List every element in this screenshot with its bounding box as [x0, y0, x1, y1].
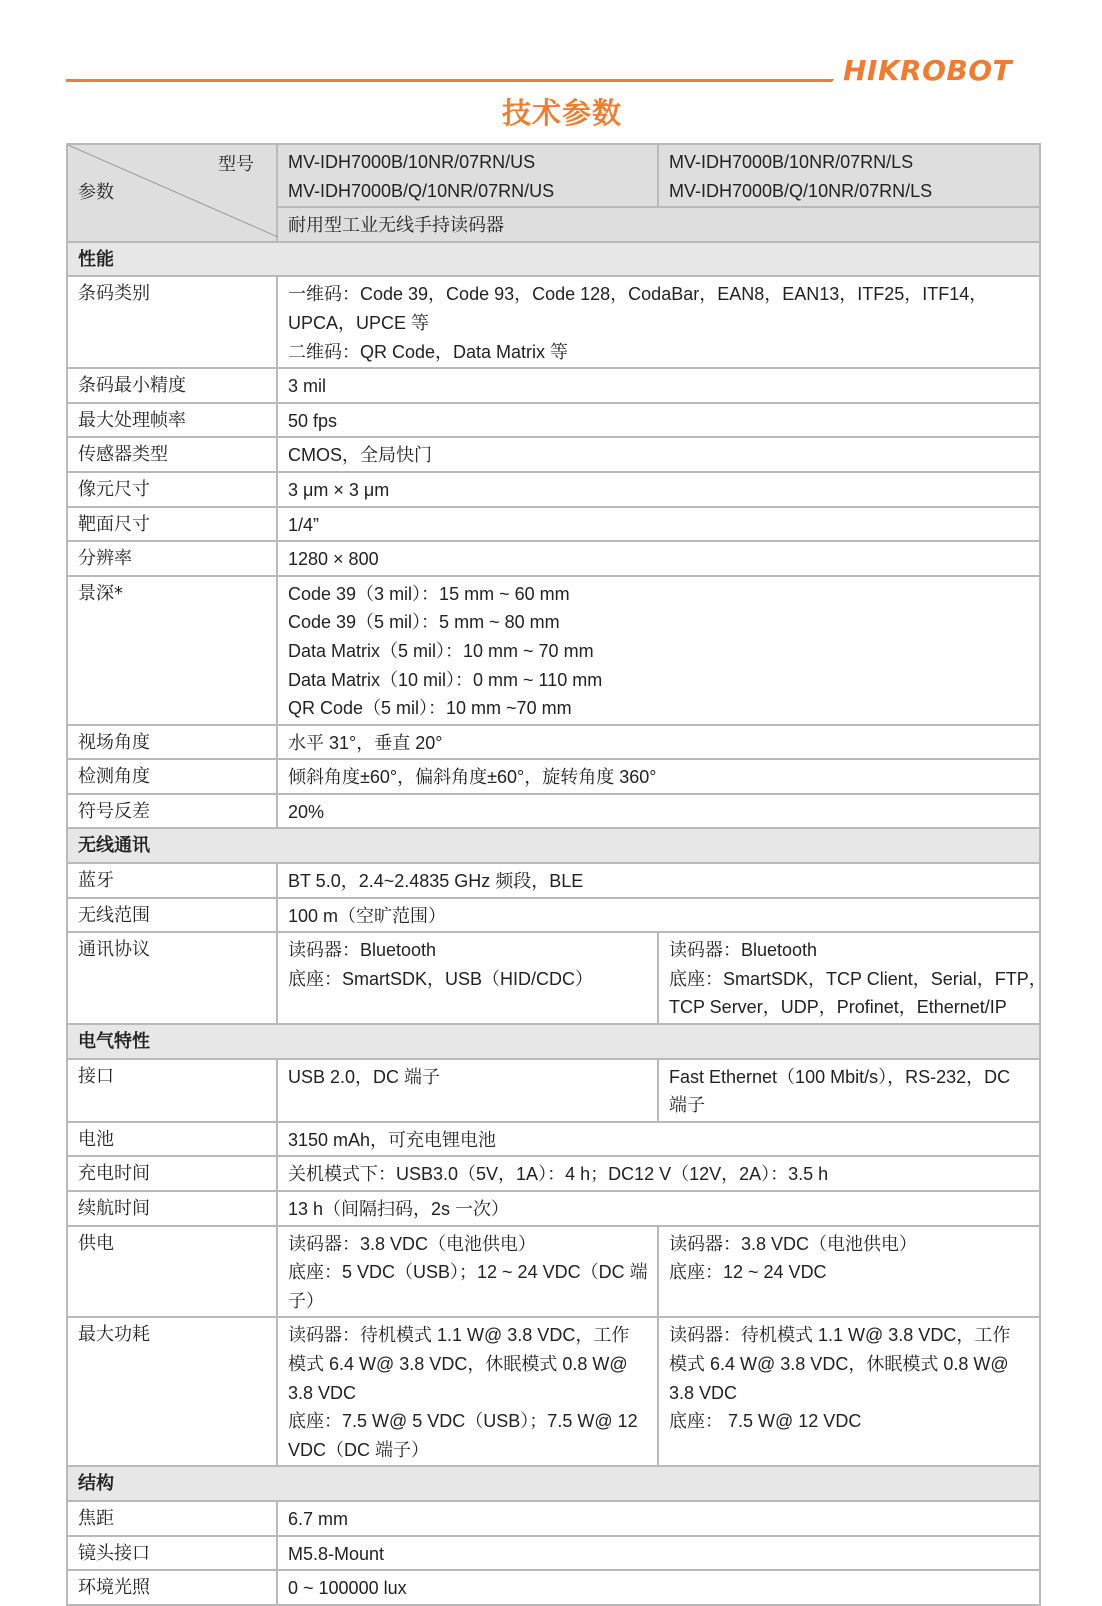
table-row	[67, 403, 1040, 438]
model-b-name-1: MV-IDH7000B/10NR/07RN/LS	[669, 152, 914, 172]
table-row	[67, 1317, 1040, 1466]
value-line: 底座：7.5 W@ 5 VDC（USB）；7.5 W@ 12	[288, 1411, 638, 1432]
table-row	[67, 437, 1040, 472]
row-value: 20%	[277, 794, 1040, 829]
row-label: 充电时间	[67, 1156, 277, 1191]
table-row	[67, 1570, 1040, 1605]
row-label: 景深*	[67, 576, 277, 725]
model-b-cell	[658, 144, 1040, 207]
table-row	[67, 725, 1040, 760]
value-line: Data Matrix（5 mil）：10 mm ~ 70 mm	[288, 640, 594, 661]
row-label: 供电	[67, 1226, 277, 1318]
section-row	[67, 242, 1040, 277]
row-value: 6.7 mm	[277, 1501, 1040, 1536]
value-line: 二维码：QR Code，Data Matrix 等	[288, 341, 569, 362]
value-line: UPCA，UPCE 等	[288, 312, 430, 333]
value-line: QR Code（5 mil）：10 mm ~70 mm	[288, 698, 572, 719]
table-row	[67, 472, 1040, 507]
value-line: 模式 6.4 W@ 3.8 VDC，休眠模式 0.8 W@	[288, 1353, 628, 1374]
row-label: 电池	[67, 1122, 277, 1157]
row-label: 镜头接口	[67, 1536, 277, 1571]
row-label: 无线范围	[67, 898, 277, 933]
value-line: Fast Ethernet（100 Mbit/s），RS-232，DC	[669, 1066, 1011, 1087]
value-line: VDC（DC 端子）	[288, 1439, 430, 1460]
value-line: 读码器：待机模式 1.1 W@ 3.8 VDC，工作	[669, 1325, 1011, 1346]
value-line: Code 39（5 mil）：5 mm ~ 80 mm	[288, 612, 560, 633]
product-name: 耐用型工业无线手持读码器	[277, 207, 1040, 242]
row-value: 水平 31°，垂直 20°	[277, 725, 1040, 760]
section-wireless: 无线通讯	[67, 828, 1040, 863]
row-label: 接口	[67, 1059, 277, 1122]
row-value-b	[658, 932, 1047, 1024]
row-value-a	[277, 1317, 658, 1466]
page-title: 技术参数	[501, 98, 622, 130]
row-value: 100 m（空旷范围）	[277, 898, 1040, 933]
row-label: 续航时间	[67, 1191, 277, 1226]
value-line: 模式 6.4 W@ 3.8 VDC，休眠模式 0.8 W@	[669, 1353, 1009, 1374]
table-row	[67, 1156, 1040, 1191]
value-line: 读码器：Bluetooth	[669, 940, 818, 961]
row-value: 3 μm × 3 μm	[277, 472, 1040, 507]
value-line: 一维码：Code 39，Code 93，Code 128，CodaBar，EAN8，EAN13，ITF25，ITF14，	[288, 284, 988, 305]
table-row	[67, 863, 1040, 898]
value-line: 底座：SmartSDK，USB（HID/CDC）	[288, 968, 594, 989]
table-row	[67, 576, 1040, 725]
row-label: 像元尺寸	[67, 472, 277, 507]
value-line: 底座：5 VDC（USB）；12 ~ 24 VDC（DC 端	[288, 1262, 648, 1283]
table-row	[67, 794, 1040, 829]
row-value: M5.8-Mount	[277, 1536, 1040, 1571]
value-line: 底座：12 ~ 24 VDC	[669, 1262, 827, 1283]
value-line: 读码器：3.8 VDC（电池供电）	[669, 1233, 918, 1254]
table-row	[67, 932, 1040, 1024]
row-value: 1280 × 800	[277, 541, 1040, 576]
model-a-name-1: MV-IDH7000B/10NR/07RN/US	[288, 152, 536, 172]
row-value-a: USB 2.0，DC 端子	[277, 1059, 658, 1122]
row-label: 条码类别	[67, 276, 277, 368]
row-label: 视场角度	[67, 725, 277, 760]
value-line: 3.8 VDC	[669, 1382, 738, 1403]
row-value: CMOS，全局快门	[277, 437, 1040, 472]
row-label: 条码最小精度	[67, 368, 277, 403]
row-value: 50 fps	[277, 403, 1040, 438]
table-row	[67, 1122, 1040, 1157]
row-label: 最大功耗	[67, 1317, 277, 1466]
value-line: Data Matrix（10 mil）：0 mm ~ 110 mm	[288, 669, 603, 690]
row-value-b	[658, 1059, 1040, 1122]
hikrobot-logo: HIKROBOT	[843, 54, 1013, 87]
section-row	[67, 828, 1040, 863]
row-value-a	[277, 1226, 658, 1318]
section-structure: 结构	[67, 1466, 1040, 1501]
row-value: 3150 mAh，可充电锂电池	[277, 1122, 1040, 1157]
value-line: Code 39（3 mil）：15 mm ~ 60 mm	[288, 583, 570, 604]
value-line: 子）	[288, 1290, 324, 1311]
corner-param-label: 参数	[78, 182, 114, 203]
section-performance: 性能	[67, 242, 1040, 277]
model-a-cell	[277, 144, 658, 207]
value-line: 端子	[669, 1095, 705, 1116]
spec-table	[66, 143, 1047, 1606]
row-label: 最大处理帧率	[67, 403, 277, 438]
row-label: 蓝牙	[67, 863, 277, 898]
value-line: 3.8 VDC	[288, 1382, 357, 1403]
row-label: 分辨率	[67, 541, 277, 576]
value-line: 读码器：待机模式 1.1 W@ 3.8 VDC，工作	[288, 1325, 630, 1346]
row-label: 靶面尺寸	[67, 507, 277, 542]
header-corner-cell	[67, 144, 277, 242]
row-value	[277, 576, 1040, 725]
header-rule-tip	[818, 62, 846, 82]
value-line: 底座：SmartSDK，TCP Client，Serial，FTP，	[669, 968, 1047, 989]
value-line: TCP Server，UDP，Profinet，Ethernet/IP	[669, 997, 1007, 1018]
section-row	[67, 1466, 1040, 1501]
table-row	[67, 276, 1040, 368]
table-row	[67, 368, 1040, 403]
row-value: 13 h（间隔扫码，2s 一次）	[277, 1191, 1040, 1226]
row-label: 检测角度	[67, 759, 277, 794]
row-label: 符号反差	[67, 794, 277, 829]
value-line: 读码器：3.8 VDC（电池供电）	[288, 1233, 537, 1254]
row-label: 焦距	[67, 1501, 277, 1536]
value-line: 读码器：Bluetooth	[288, 940, 437, 961]
row-value: 倾斜角度±60°，偏斜角度±60°，旋转角度 360°	[277, 759, 1040, 794]
table-row	[67, 898, 1040, 933]
header-models-row	[67, 144, 1040, 207]
row-value: 0 ~ 100000 lux	[277, 1570, 1040, 1605]
section-row	[67, 1024, 1040, 1059]
table-row	[67, 1191, 1040, 1226]
row-value: 3 mil	[277, 368, 1040, 403]
row-label: 传感器类型	[67, 437, 277, 472]
table-row	[67, 1536, 1040, 1571]
row-value: 关机模式下：USB3.0（5V，1A）：4 h；DC12 V（12V，2A）：3.5 h	[277, 1156, 1040, 1191]
row-value: 1/4”	[277, 507, 1040, 542]
row-value: BT 5.0，2.4~2.4835 GHz 频段，BLE	[277, 863, 1040, 898]
row-label: 环境光照	[67, 1570, 277, 1605]
model-a-name-2: MV-IDH7000B/Q/10NR/07RN/US	[288, 180, 555, 201]
table-row	[67, 541, 1040, 576]
value-line: 底座： 7.5 W@ 12 VDC	[669, 1411, 862, 1432]
header-rule	[66, 79, 828, 82]
table-row	[67, 759, 1040, 794]
table-row	[67, 1501, 1040, 1536]
row-value	[277, 276, 1040, 368]
table-row	[67, 507, 1040, 542]
corner-model-label: 型号	[218, 154, 254, 175]
table-row	[67, 1226, 1040, 1318]
section-electrical: 电气特性	[67, 1024, 1040, 1059]
row-value-b	[658, 1317, 1040, 1466]
table-row	[67, 1059, 1040, 1122]
row-value-a	[277, 932, 658, 1024]
row-label: 通讯协议	[67, 932, 277, 1024]
model-b-name-2: MV-IDH7000B/Q/10NR/07RN/LS	[669, 180, 933, 201]
row-value-b	[658, 1226, 1040, 1318]
